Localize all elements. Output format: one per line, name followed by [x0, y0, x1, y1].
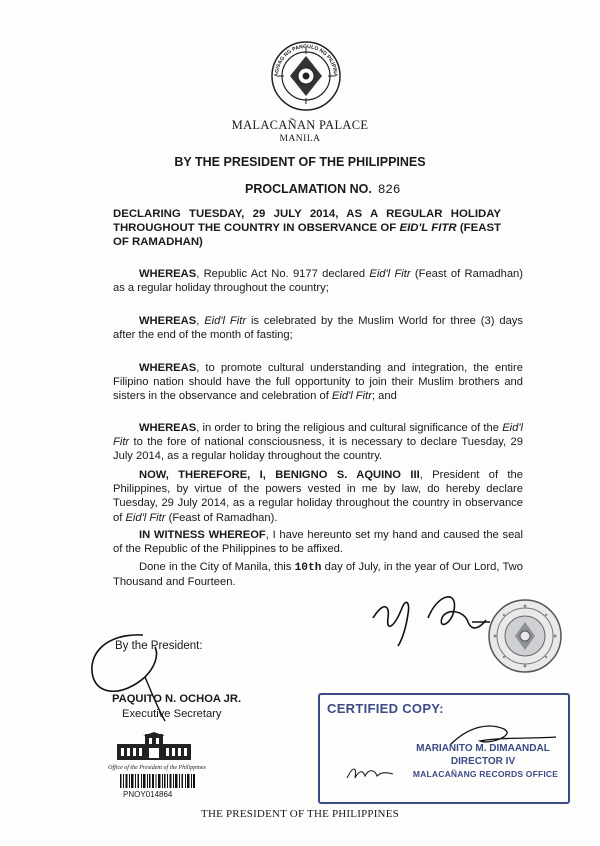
title-emphasis: EID'L FITR	[399, 222, 457, 234]
paragraph-lead: IN WITNESS WHEREOF	[139, 529, 266, 541]
initials-signature-icon	[345, 762, 395, 784]
paragraph-text: (Feast of Ramadhan).	[165, 511, 278, 524]
paragraph-lead: WHEREAS	[139, 315, 197, 327]
paragraph-text: , to promote cultural understanding and integration, the entire Filipino nation should have the full opportunity to join their Muslim brothers and sisters in the observance and celebration of	[113, 362, 523, 403]
executive-secretary-name: PAQUITO N. OCHOA JR.	[112, 693, 242, 705]
presidential-seal-icon	[270, 40, 342, 112]
page-footer: THE PRESIDENT OF THE PHILIPPINES	[201, 808, 399, 820]
republic-seal-icon	[487, 598, 563, 674]
paragraph-lead: WHEREAS	[139, 268, 197, 280]
paragraph-italic: Eid'l Fitr	[125, 511, 166, 524]
proclamation-label: PROCLAMATION NO.	[245, 182, 372, 196]
paragraph-text: ,	[196, 315, 205, 327]
paragraph-italic: Eid'l Fitr	[113, 422, 523, 449]
certifier-office: MALACAÑANG RECORDS OFFICE	[412, 769, 559, 779]
title-part-1: DECLARING TUESDAY, 29 JULY 2014, AS A REGULAR HOLIDAY THROUGHOUT THE COUNTRY IN OBSERVANCE OF	[113, 208, 501, 234]
paragraph-text: day of July, in the year of Our Lord, Two Thousand and Fourteen.	[113, 561, 523, 589]
barcode-icon	[120, 774, 196, 788]
paragraph-text: Done in the City of Manila, this	[139, 561, 295, 573]
paragraph-lead: NOW, THEREFORE, I, BENIGNO S. AQUINO III	[139, 469, 420, 481]
certifier-name: MARIANITO M. DIMAANDAL	[416, 743, 550, 754]
seal-arc-text: AGISAG NG PANGULO NG PILIPINA	[273, 43, 339, 77]
signing-day: 10th	[294, 562, 322, 574]
paragraph-text: is celebrated by the Muslim World for three (3) days after the end of the month of fasting;	[113, 315, 523, 342]
proclamation-title	[113, 207, 501, 249]
paragraph-lead: WHEREAS	[139, 362, 197, 374]
title-part-2: (FEAST OF RAMADHAN)	[113, 222, 502, 248]
paragraph-text: , I have hereunto set my hand and caused the seal of the Republic of the Philippines to be affixed.	[113, 529, 523, 556]
paragraph-italic: Eid'l Fitr	[331, 390, 372, 403]
paragraph-text: , President of the Philippines, by virtue of the powers vested in me by law, do hereby declare Tuesday, 29 July 2014, as a regular holiday throughout the country in observance of	[113, 469, 523, 524]
palace-name: MALACAÑAN PALACE	[231, 118, 369, 132]
paragraph-text: ; and	[371, 390, 397, 403]
paragraph-text: , Republic Act No. 9177 declared	[196, 268, 370, 280]
paragraph-italic: Eid'l Fitr	[369, 268, 411, 280]
paragraph-lead: WHEREAS	[139, 422, 197, 434]
paragraph-italic: Eid'l Fitr	[204, 315, 247, 327]
certifier-title: DIRECTOR IV	[450, 756, 516, 767]
paragraph-text: to the fore of national consciousness, it is necessary to declare Tuesday, 29 July 2014, as a regular holiday throughout the country.	[113, 436, 523, 463]
declaration-paragraph	[113, 468, 523, 525]
palace-building-icon	[115, 732, 193, 762]
by-the-president-heading: BY THE PRESIDENT OF THE PHILIPPINES	[174, 155, 426, 169]
barcode-id: PNOY014864	[123, 790, 173, 799]
whereas-paragraph-2	[113, 314, 523, 342]
certified-copy-label: CERTIFIED COPY:	[327, 701, 444, 716]
done-paragraph	[113, 560, 523, 589]
office-caption: Office of the President of the Philippines	[108, 765, 206, 771]
proclamation-number-line	[245, 182, 400, 197]
witness-paragraph	[113, 528, 523, 556]
proclamation-number: 826	[377, 183, 401, 197]
palace-city: MANILA	[279, 134, 321, 144]
paragraph-text: (Feast of Ramadhan) as a regular holiday throughout the country;	[113, 268, 523, 295]
whereas-paragraph-4	[113, 421, 523, 464]
paragraph-text: , in order to bring the religious and cultural significance of the	[196, 422, 503, 434]
executive-secretary-title: Executive Secretary	[122, 708, 222, 720]
whereas-paragraph-1	[113, 267, 523, 295]
president-signature-icon	[368, 588, 498, 648]
by-the-president-label: By the President:	[115, 640, 203, 652]
whereas-paragraph-3	[113, 361, 523, 404]
